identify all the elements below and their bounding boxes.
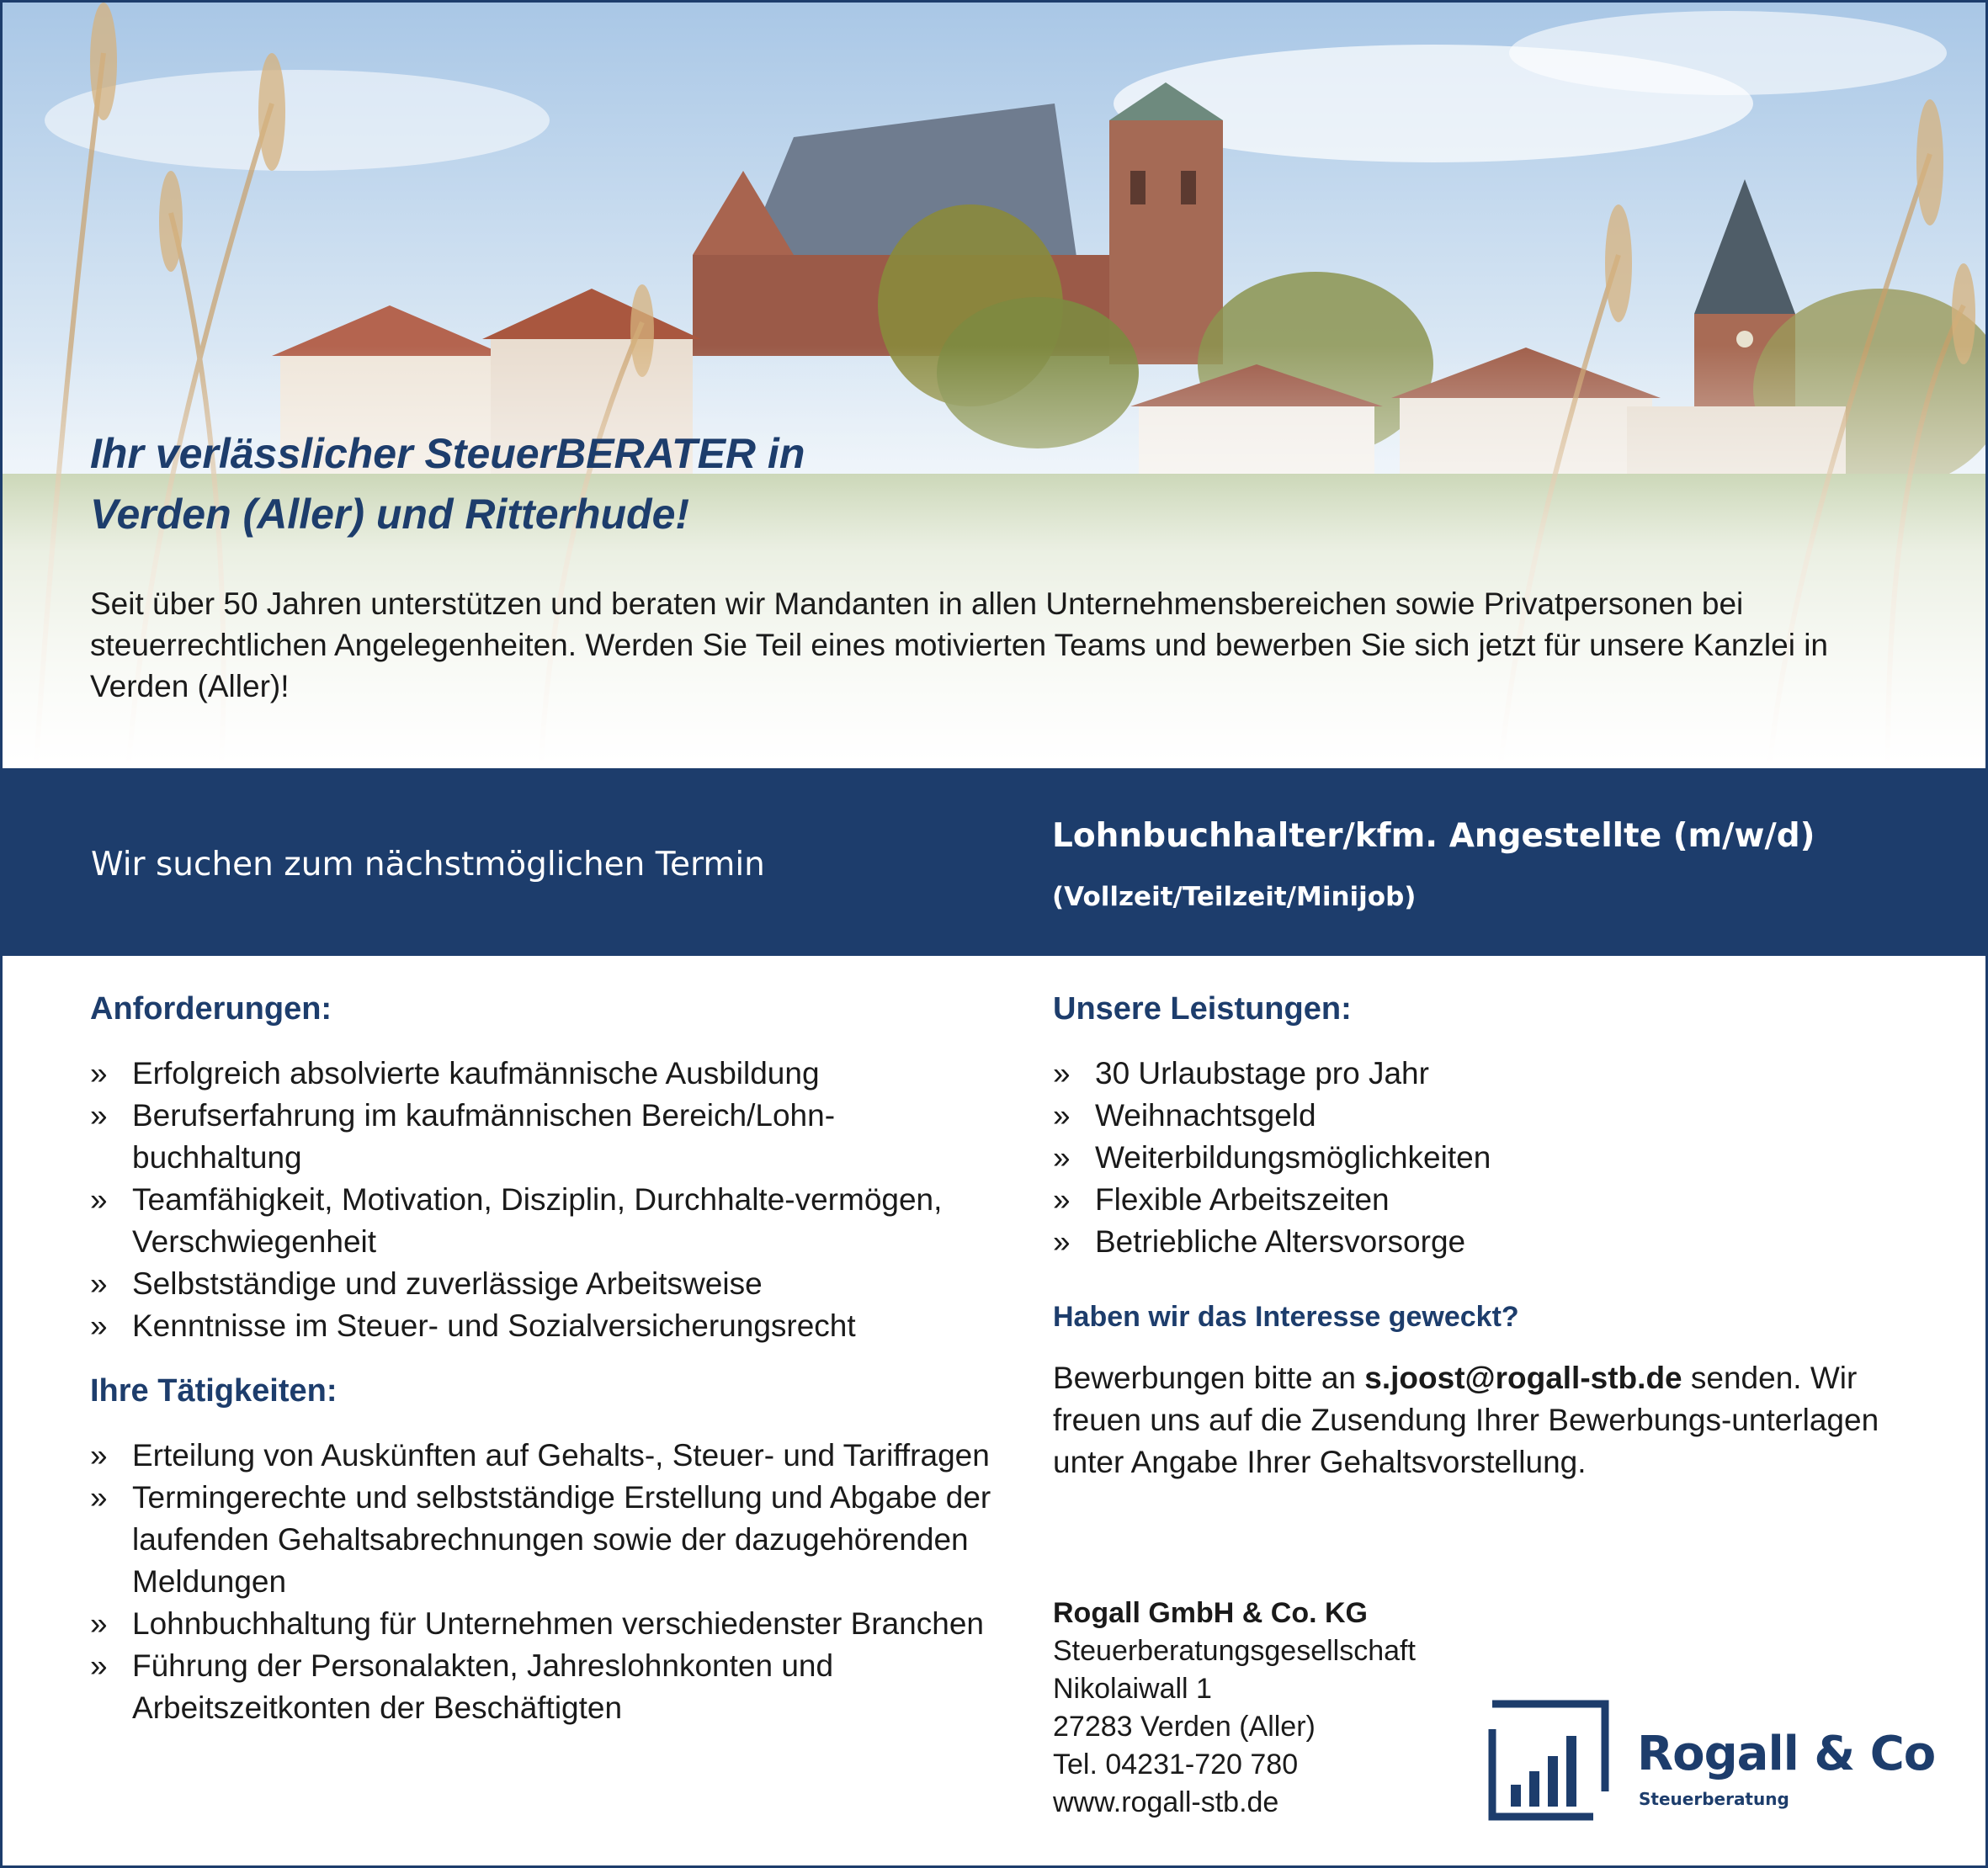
list-item xyxy=(90,1305,999,1347)
logo-wordmark: Rogall & Co xyxy=(1637,1727,1936,1781)
company-name: Rogall GmbH & Co. KG xyxy=(1053,1597,1368,1629)
list-item xyxy=(90,1477,999,1603)
list-item-text: Lohnbuchhaltung für Unternehmen verschiedenster Branchen xyxy=(132,1606,984,1641)
bullet-mark: » xyxy=(90,1182,108,1217)
list-item xyxy=(1053,1095,1945,1137)
bullet-mark: » xyxy=(1053,1182,1071,1217)
list-item-text: Weiterbildungsmöglichkeiten xyxy=(1095,1140,1491,1175)
bullet-mark: » xyxy=(1053,1056,1071,1091)
bullet-mark: » xyxy=(1053,1098,1071,1133)
bullet-mark: » xyxy=(1053,1224,1071,1259)
tasks-list xyxy=(90,1435,999,1729)
bullet-mark: » xyxy=(90,1266,108,1301)
bullet-mark: » xyxy=(90,1056,108,1091)
logo xyxy=(1486,1697,1936,1823)
list-item xyxy=(90,1645,999,1729)
headline xyxy=(90,423,805,544)
benefits-heading: Unsere Leistungen: xyxy=(1053,991,1352,1027)
website-link[interactable]: www.rogall-stb.de xyxy=(1053,1786,1279,1818)
list-item xyxy=(90,1263,999,1305)
street: Nikolaiwall 1 xyxy=(1053,1673,1212,1705)
list-item xyxy=(1053,1137,1945,1179)
list-item-text: Termingerechte und selbstständige Erstellung und Abgabe der laufenden Gehaltsabrechnungen sowie der dazugehörenden Meldungen xyxy=(132,1480,991,1599)
city: 27283 Verden (Aller) xyxy=(1053,1711,1316,1743)
application-text-after: senden. Wir freuen uns auf die Zusendung Ihrer Bewerbungs-unterlagen unter Angabe Ihrer Gehaltsvorstellung. xyxy=(1053,1361,1879,1479)
application-text xyxy=(1053,1357,1945,1483)
left-column xyxy=(90,989,999,1729)
bullet-mark: » xyxy=(90,1308,108,1343)
email-link[interactable]: s.joost@rogall-stb.de xyxy=(1364,1361,1682,1395)
bullet-mark: » xyxy=(90,1098,108,1133)
tasks-heading: Ihre Tätigkeiten: xyxy=(90,1373,338,1409)
list-item xyxy=(1053,1221,1945,1263)
bullet-mark: » xyxy=(90,1606,108,1641)
hero-section xyxy=(3,3,1985,764)
headline-line-1: Ihr verlässlicher SteuerBERATER in xyxy=(90,430,805,477)
benefits-list xyxy=(1053,1053,1945,1263)
list-item xyxy=(90,1095,999,1179)
job-banner xyxy=(3,768,1985,956)
search-statement: Wir suchen zum nächstmöglichen Termin xyxy=(91,846,765,884)
bullet-mark: » xyxy=(90,1438,108,1473)
list-item-text: 30 Urlaubstage pro Jahr xyxy=(1095,1056,1429,1091)
requirements-list xyxy=(90,1053,999,1347)
list-item-text: Erfolgreich absolvierte kaufmännische Ausbildung xyxy=(132,1056,820,1091)
list-item xyxy=(1053,1053,1945,1095)
right-column xyxy=(1053,989,1945,1483)
requirements-heading: Anforderungen: xyxy=(90,991,332,1027)
list-item-text: Weihnachtsgeld xyxy=(1095,1098,1316,1133)
application-text-before: Bewerbungen bitte an xyxy=(1053,1361,1365,1395)
list-item-text: Berufserfahrung im kaufmännischen Bereich/Lohn-buchhaltung xyxy=(132,1098,836,1175)
company-address xyxy=(1053,1595,1524,1822)
list-item xyxy=(90,1053,999,1095)
bar-chart-logo-icon xyxy=(1486,1697,1612,1823)
list-item-text: Betriebliche Altersvorsorge xyxy=(1095,1224,1466,1259)
interest-heading: Haben wir das Interesse geweckt? xyxy=(1053,1301,1519,1333)
list-item-text: Führung der Personalakten, Jahreslohnkonten und Arbeitszeitkonten der Beschäftigten xyxy=(132,1648,834,1725)
phone: Tel. 04231-720 780 xyxy=(1053,1749,1299,1780)
bullet-mark: » xyxy=(90,1648,108,1683)
intro-text: Seit über 50 Jahren unterstützen und beraten wir Mandanten in allen Unternehmensbereichen sowie Privatpersonen bei steuerrechtlichen Angelegenheiten. Werden Sie Teil eines motivierten Teams und bewerben Sie sich jetzt für unsere Kanzlei in Verden (Aller)! xyxy=(90,586,1828,703)
bullet-mark: » xyxy=(90,1480,108,1515)
list-item-text: Teamfähigkeit, Motivation, Disziplin, Durchhalte-vermögen, Verschwiegenheit xyxy=(132,1182,943,1259)
list-item-text: Selbstständige und zuverlässige Arbeitsweise xyxy=(132,1266,763,1301)
headline-line-2: Verden (Aller) und Ritterhude! xyxy=(90,491,690,538)
list-item xyxy=(1053,1179,1945,1221)
list-item-text: Kenntnisse im Steuer- und Sozialversicherungsrecht xyxy=(132,1308,856,1343)
company-type: Steuerberatungsgesellschaft xyxy=(1053,1635,1416,1667)
job-subtitle: (Vollzeit/Teilzeit/Minijob) xyxy=(1052,882,1417,912)
logo-tagline: Steuerberatung xyxy=(1639,1789,1789,1809)
job-title: Lohnbuchhalter/kfm. Angestellte (m/w/d) xyxy=(1052,817,1815,855)
list-item xyxy=(90,1179,999,1263)
list-item-text: Flexible Arbeitszeiten xyxy=(1095,1182,1390,1217)
list-item-text: Erteilung von Auskünften auf Gehalts-, Steuer- und Tariffragen xyxy=(132,1438,990,1473)
list-item xyxy=(90,1435,999,1477)
bullet-mark: » xyxy=(1053,1140,1071,1175)
list-item xyxy=(90,1603,999,1645)
